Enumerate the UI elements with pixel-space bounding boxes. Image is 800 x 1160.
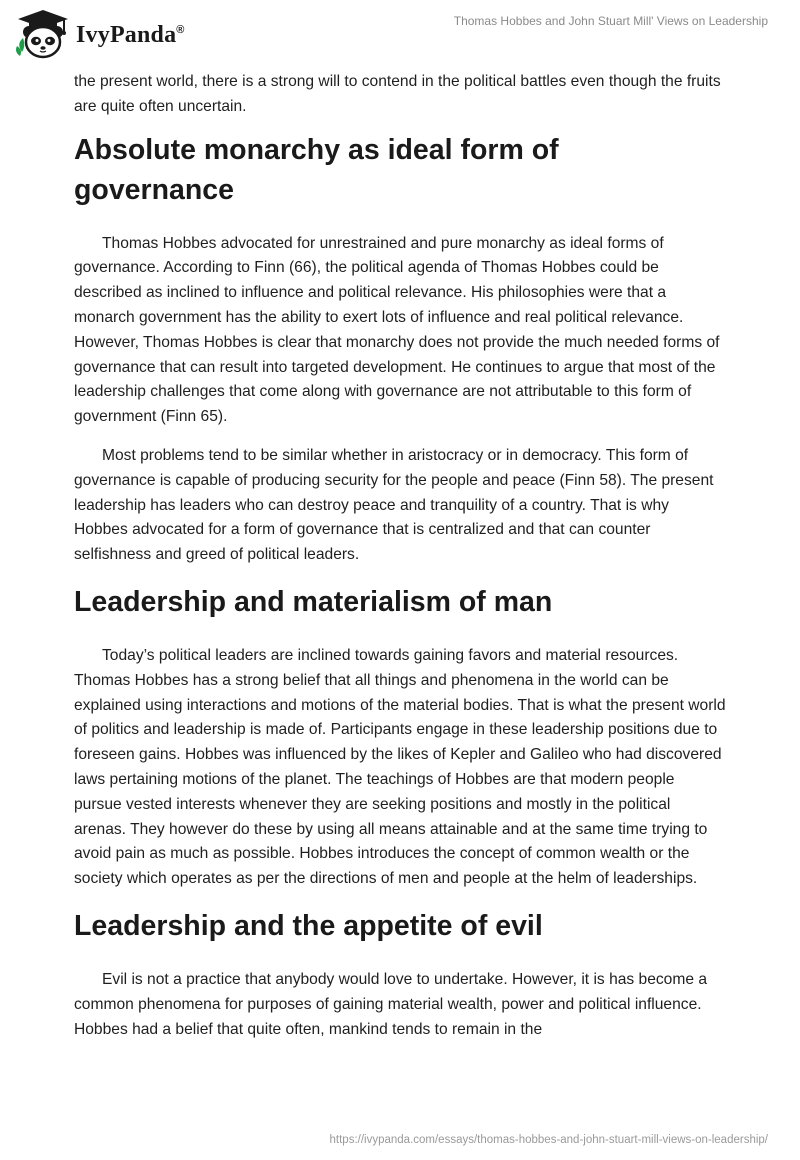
section-heading-absolute-monarchy: Absolute monarchy as ideal form of governance [74, 133, 559, 206]
section-heading-appetite-of-evil: Leadership and the appetite of evil [74, 909, 543, 942]
section-heading-materialism: Leadership and materialism of man [74, 585, 553, 618]
intro-paragraph: the present world, there is a strong will to contend in the political battles even though the fruits are quite often uncertain. [74, 73, 721, 115]
paragraph: Most problems tend to be similar whether in aristocracy or in democracy. This form of governance is capable of producing security for the people and peace (Finn 58). The present leadership has leaders who can destroy peace and tranquility of a country. That is why Hobbes advocated for a form of governance that is centralized and that can counter selfishness and greed of political leaders. [74, 446, 714, 564]
essay-content [74, 70, 726, 1056]
paragraph: Today’s political leaders are inclined towards gaining favors and material resources. Thomas Hobbes has a strong belief that all things and phenomena in the world can be explained using interactions and motions of the material bodies. That is what the present world of politics and leadership is made of. Participants engage in these leadership positions due to foreseen gains. Hobbes was influenced by the likes of Kepler and Galileo who had discovered laws pertaining motions of the planet. The teachings of Hobbes are that modern people pursue vested interests whenever they are seeking positions and mostly in the political arenas. They however do these by using all means attainable and at the same time trying to avoid pain as much as possible. Hobbes introduces the concept of common wealth or the society which operates as per the directions of men and people at the helm of leaderships. [74, 646, 726, 888]
panda-graduate-icon [14, 8, 72, 60]
source-url[interactable]: https://ivypanda.com/essays/thomas-hobbes-and-john-stuart-mill-views-on-leadership/ [329, 1134, 768, 1146]
paragraph: Evil is not a practice that anybody would love to undertake. However, it is has become a common phenomena for purposes of gaining material wealth, power and political influence. Hobbes had a belief that quite often, mankind tends to remain in the [74, 970, 708, 1038]
logo-wordmark: IvyPanda® [76, 21, 185, 48]
paragraph: Thomas Hobbes advocated for unrestrained and pure monarchy as ideal forms of governance. According to Finn (66), the political agenda of Thomas Hobbes could be described as inclined to influence and political relevance. His philosophies were that a monarch government has the ability to exert lots of influence and real political relevance. However, Thomas Hobbes is clear that monarchy does not provide the much needed forms of governance that can result into targeted development. He continues to argue that most of the leadership challenges that come along with governance are not attributable to this form of government (Finn 65). [74, 234, 720, 426]
document-title: Thomas Hobbes and John Stuart Mill' Views on Leadership [453, 14, 768, 28]
page-header [0, 0, 800, 70]
ivypanda-logo[interactable] [14, 8, 185, 60]
